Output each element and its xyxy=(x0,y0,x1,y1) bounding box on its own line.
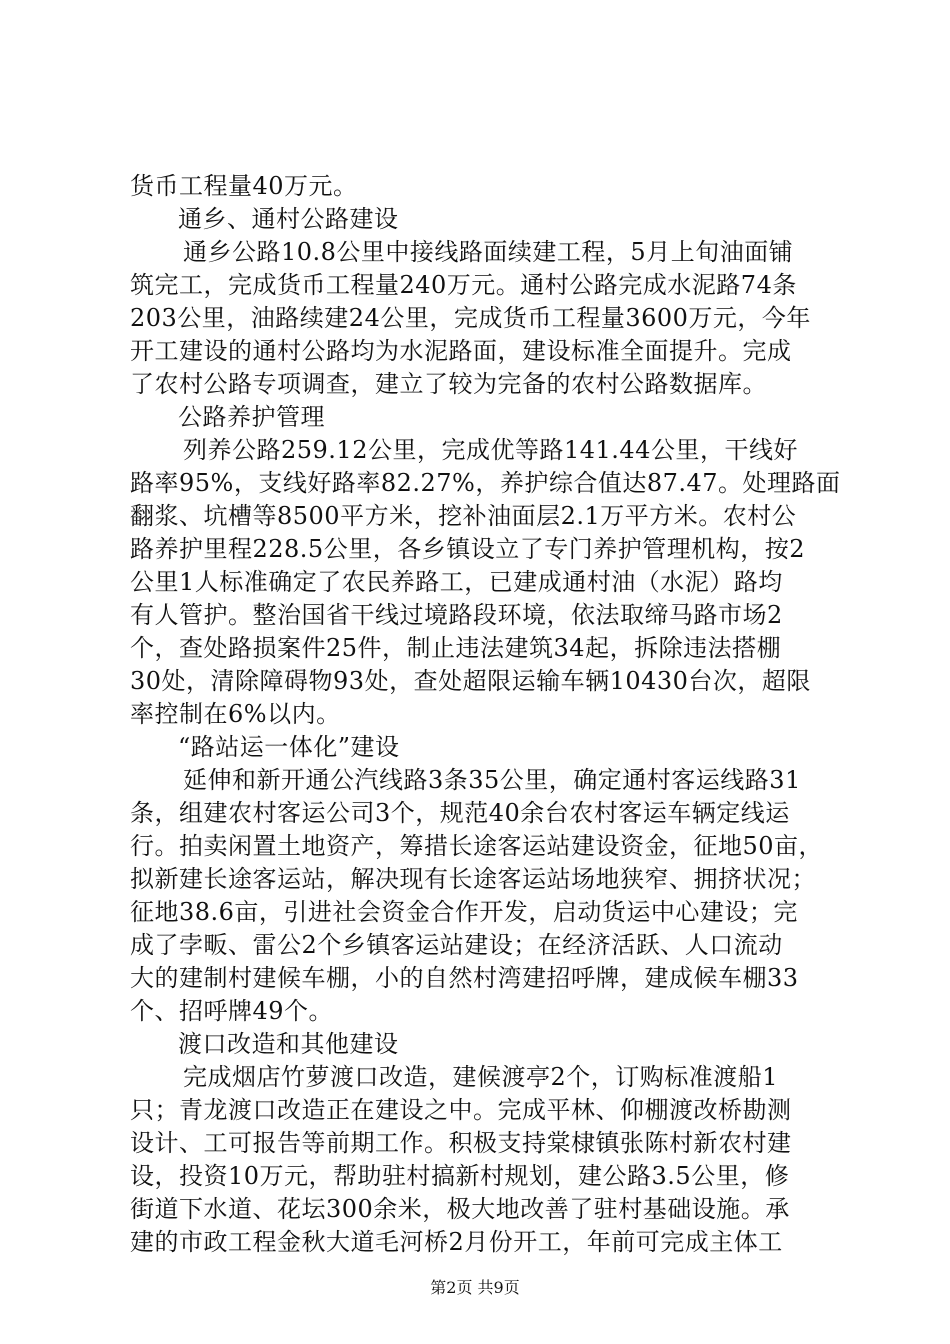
paragraph-line: 大的建制村建候车棚，小的自然村湾建招呼牌，建成候车棚33 xyxy=(130,964,799,992)
paragraph-line: 开工建设的通村公路均为水泥路面，建设标准全面提升。完成 xyxy=(130,337,792,365)
paragraph-line: 30处，清除障碍物93处，查处超限运输车辆10430台次，超限 xyxy=(130,667,811,695)
section-heading: 渡口改造和其他建设 xyxy=(178,1030,399,1058)
paragraph-line: 建的市政工程金秋大道毛河桥2月份开工，年前可完成主体工 xyxy=(130,1228,783,1256)
paragraph-line: 设，投资10万元，帮助驻村搞新村规划，建公路3.5公里，修 xyxy=(130,1162,790,1190)
paragraph-line: 有人管护。整治国省干线过境路段环境，依法取缔马路市场2 xyxy=(130,601,783,629)
paragraph-line: 路率95%，支线好路率82.27%，养护综合值达87.47。处理路面 xyxy=(130,469,841,497)
paragraph-line: 个，查处路损案件25件，制止违法建筑34起，拆除违法搭棚 xyxy=(130,634,782,662)
paragraph-line: 203公里，油路续建24公里，完成货币工程量3600万元，今年 xyxy=(130,304,811,332)
paragraph-line: 行。拍卖闲置土地资产，筹措长途客运站建设资金，征地50亩， xyxy=(130,832,824,860)
paragraph-line: 货币工程量40万元。 xyxy=(130,172,358,200)
paragraph-line: 通乡公路10.8公里中接线路面续建工程，5月上旬油面铺 xyxy=(183,238,794,266)
paragraph-line: 了农村公路专项调查，建立了较为完备的农村公路数据库。 xyxy=(130,370,767,398)
paragraph-line: 率控制在6%以内。 xyxy=(130,700,341,728)
paragraph-line: 个、招呼牌49个。 xyxy=(130,997,334,1025)
section-heading: “路站运一体化”建设 xyxy=(178,733,400,761)
paragraph-line: 完成烟店竹萝渡口改造，建候渡亭2个，订购标准渡船1 xyxy=(183,1063,779,1091)
paragraph-line: 延伸和新开通公汽线路3条35公里，确定通村客运线路31 xyxy=(183,766,801,794)
page-footer: 第2页 共9页 xyxy=(430,1278,520,1297)
document-body xyxy=(130,170,841,1259)
paragraph-line: 公里1人标准确定了农民养路工，已建成通村油（水泥）路均 xyxy=(130,568,783,596)
paragraph-line: 成了孛畈、雷公2个乡镇客运站建设；在经济活跃、人口流动 xyxy=(130,931,783,959)
paragraph-line: 筑完工，完成货币工程量240万元。通村公路完成水泥路74条 xyxy=(130,271,797,299)
paragraph-line: 拟新建长途客运站，解决现有长途客运站场地狭窄、拥挤状况； xyxy=(130,865,816,893)
paragraph-line: 征地38.6亩，引进社会资金合作开发，启动货运中心建设；完 xyxy=(130,898,798,926)
paragraph-line: 列养公路259.12公里，完成优等路141.44公里，干线好 xyxy=(183,436,798,464)
paragraph-line: 设计、工可报告等前期工作。积极支持棠棣镇张陈村新农村建 xyxy=(130,1129,792,1157)
section-heading: 公路养护管理 xyxy=(178,403,325,431)
section-heading: 通乡、通村公路建设 xyxy=(178,205,399,233)
paragraph-line: 翻浆、坑槽等8500平方米，挖补油面层2.1万平方米。农村公 xyxy=(130,502,797,530)
paragraph-line: 路养护里程228.5公里，各乡镇设立了专门养护管理机构，按2 xyxy=(130,535,805,563)
paragraph-line: 条，组建农村客运公司3个，规范40余台农村客运车辆定线运 xyxy=(130,799,790,827)
paragraph-line: 街道下水道、花坛300余米，极大地改善了驻村基础设施。承 xyxy=(130,1195,790,1223)
paragraph-line: 只；青龙渡口改造正在建设之中。完成平林、仰棚渡改桥勘测 xyxy=(130,1096,792,1124)
